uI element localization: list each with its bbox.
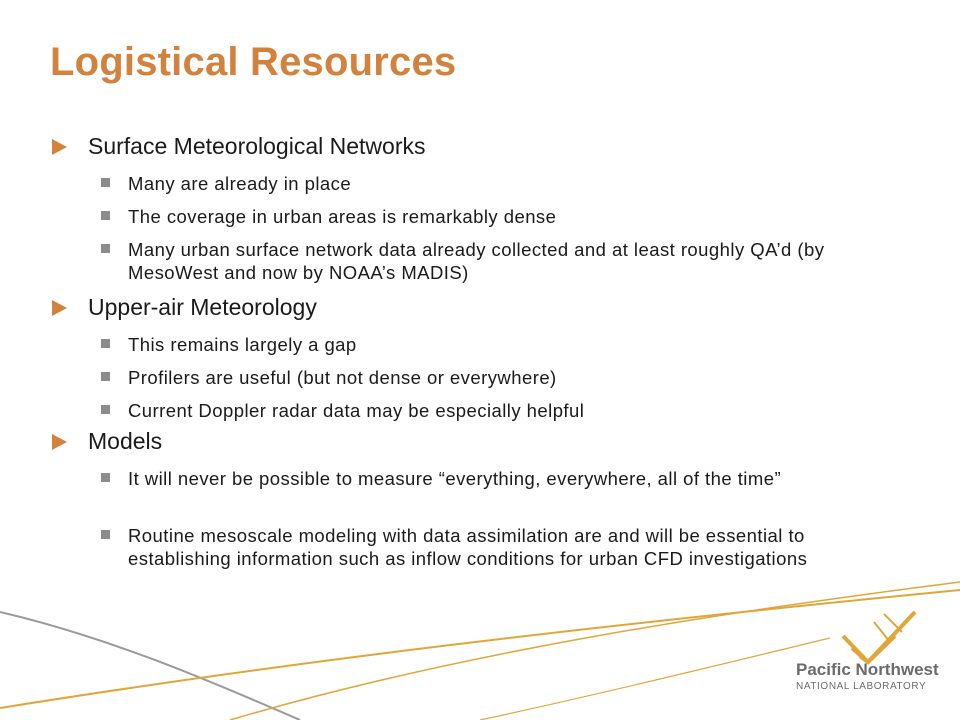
pnnl-logo-icon [843,612,915,662]
bullet-square-icon [101,178,110,187]
bullet-item: Profilers are useful (but not dense or everywhere) [128,367,557,388]
bullet-arrow-icon [52,139,67,155]
logo-name: Pacific Northwest [796,660,939,679]
bullet-square-icon [101,405,110,414]
bullet-square-icon [101,339,110,348]
bullet-arrow-icon [52,300,67,316]
bullet-item: Routine mesoscale modeling with data assimilation are and will be essential to establishing information such as inflow conditions for urban CFD investigations [128,525,808,569]
bullet-item: The coverage in urban areas is remarkably dense [128,206,557,227]
bullet-item: Many are already in place [128,173,352,194]
bullet-square-icon [101,244,110,253]
bullet-item: Current Doppler radar data may be especially helpful [128,400,585,421]
bullet-item: Many urban surface network data already collected and at least roughly QA’d (by MesoWest and now by NOAA’s MADIS) [128,239,825,283]
bullet-square-icon [101,372,110,381]
bullet-square-icon [101,473,110,482]
bullet-square-icon [101,211,110,220]
logo-subtitle: NATIONAL LABORATORY [796,681,927,692]
bullet-item: It will never be possible to measure “everything, everywhere, all of the time” [128,468,782,489]
bullet-square-icon [101,530,110,539]
bullet-item: This remains largely a gap [128,334,357,355]
section-heading: Surface Meteorological Networks [88,133,426,159]
slide-title: Logistical Resources [50,40,457,84]
bullet-arrow-icon [52,434,67,450]
section-heading: Models [88,428,163,454]
section-heading: Upper-air Meteorology [88,294,317,320]
